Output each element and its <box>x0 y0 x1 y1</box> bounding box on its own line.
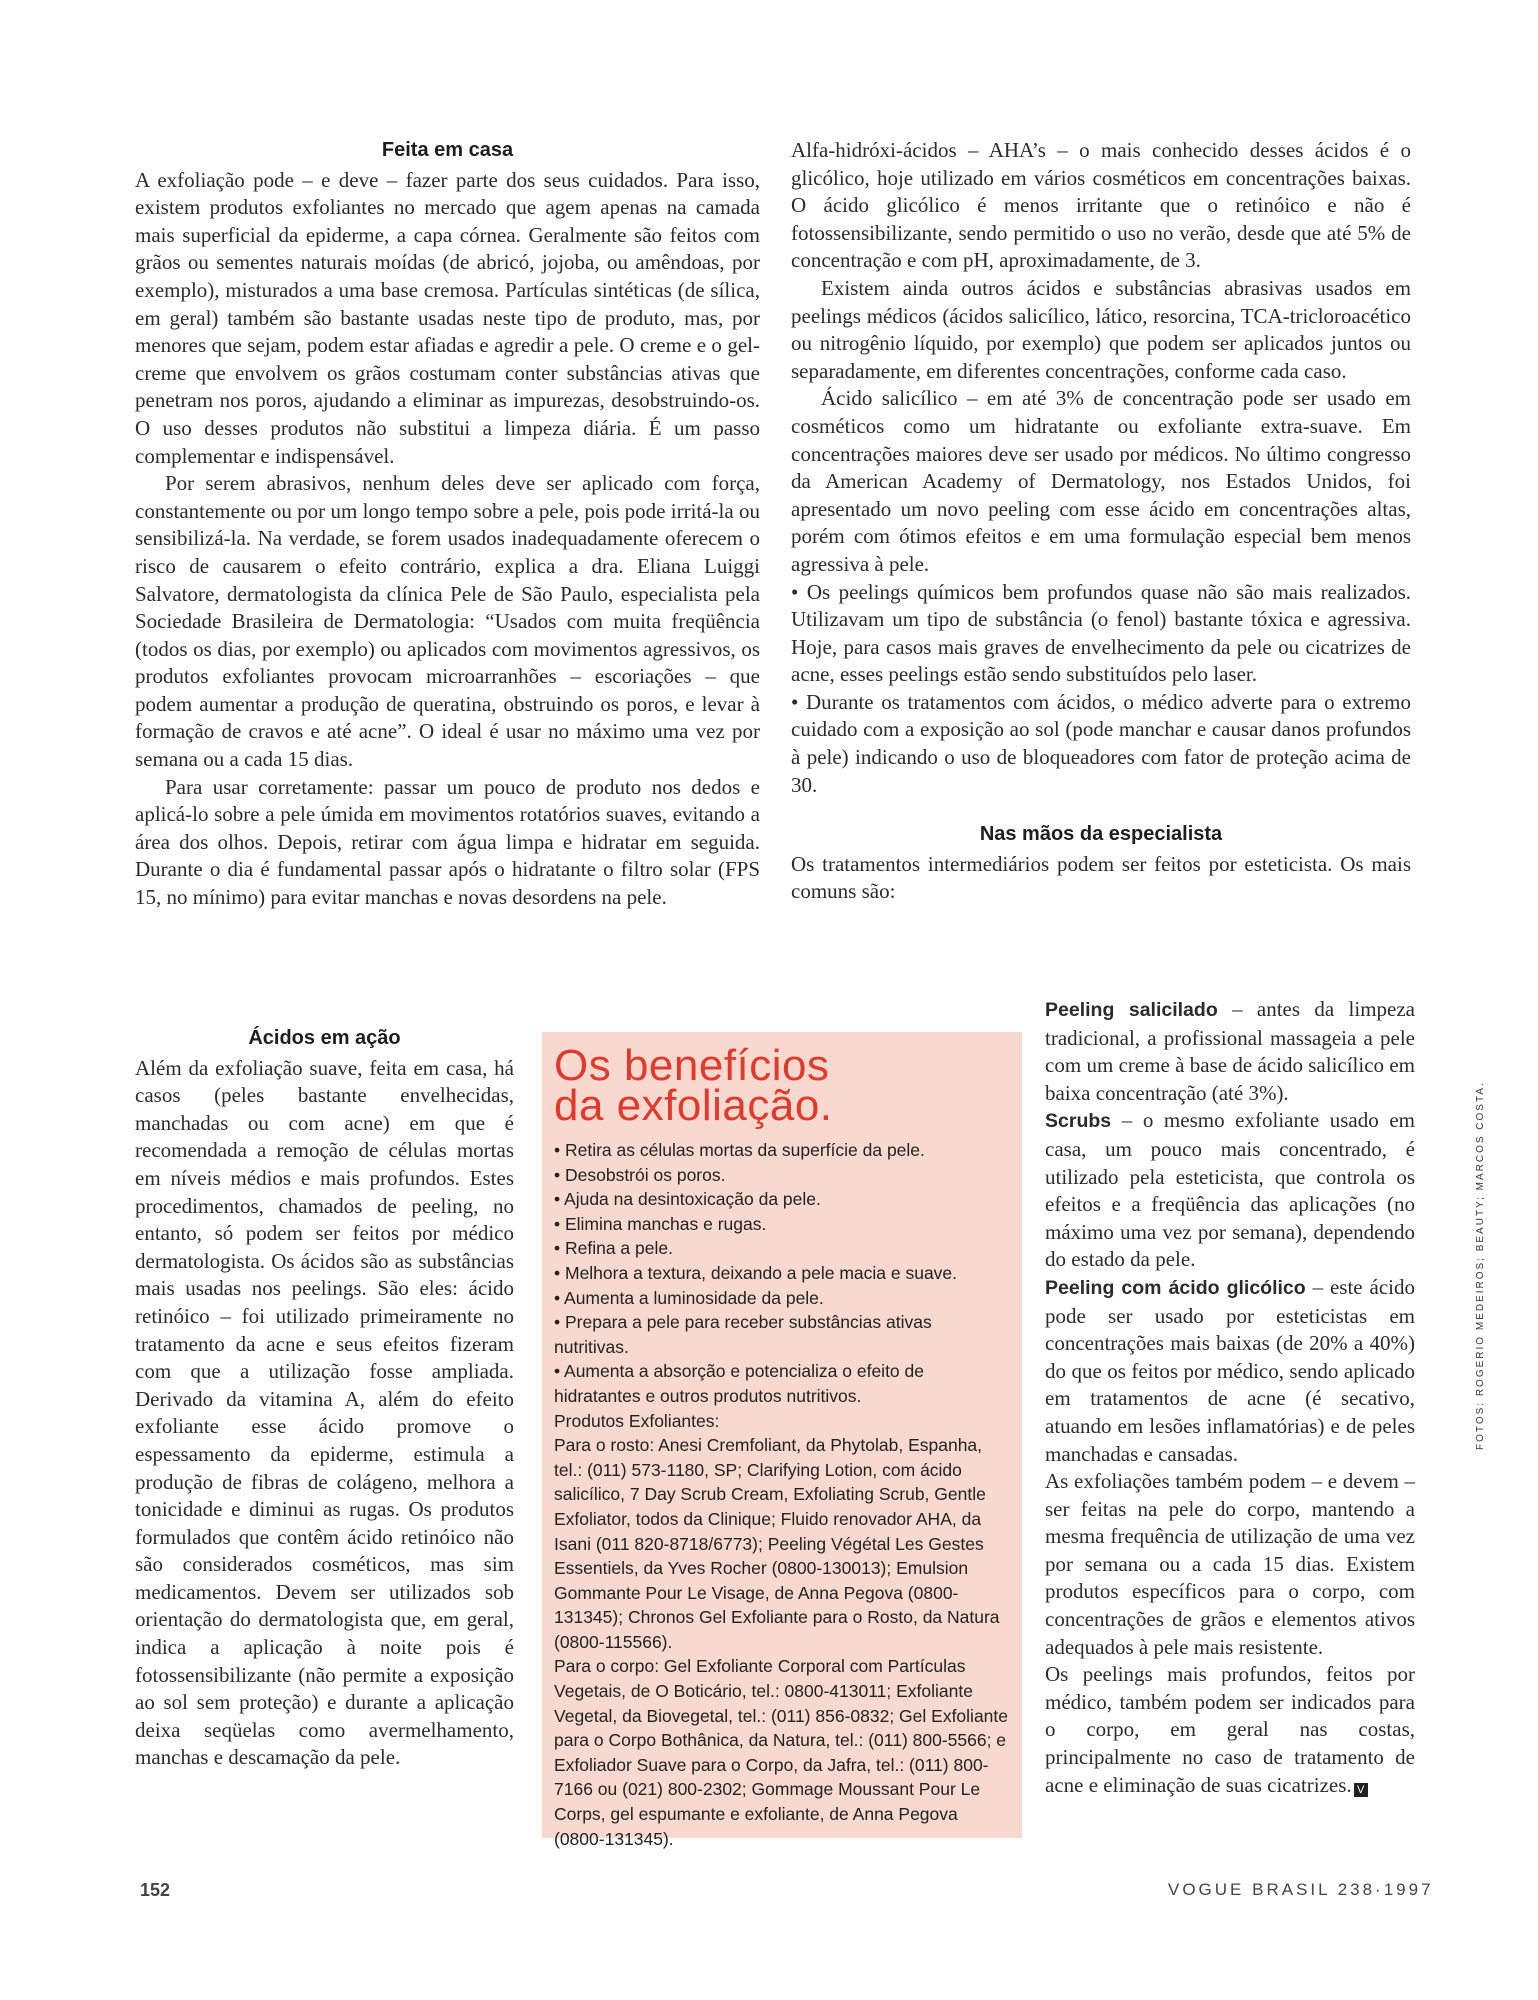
paragraph: Alfa-hidróxi-ácidos – AHA’s – o mais conhecido desses ácidos é o glicólico, hoje utilizado em vários cosméticos em concentrações baixas. O ácido glicólico é menos irritante que o retinóico e não é fotossensibilizante, sendo permitido o uso no verão, desde que até 5% de concentração e com pH, aproximadamente, de 3. <box>791 138 1411 273</box>
treatment-item <box>1045 996 1415 1107</box>
benefit-item: • Ajuda na desintoxicação da pele. <box>554 1189 821 1210</box>
bullet-paragraph: • Durante os tratamentos com ácidos, o médico adverte para o extremo cuidado com a exposição ao sol (pode manchar e causar danos profundos à pele) indicando o uso de bloqueadores com fator de proteção acima de 30. <box>791 689 1411 797</box>
benefit-item: • Retira as células mortas da superfície da pele. <box>554 1140 925 1160</box>
page-number: 152 <box>140 1880 171 1900</box>
products-face: Para o rosto: Anesi Cremfoliant, da Phytolab, Espanha, tel.: (011) 573-1180, SP; Clarifying Lotion, com ácido salicílico, 7 Day Scrub Cream, Exfoliating Scrub, Gentle Exfoliator, todos da Clinique; Fluido renovador AHA, da Isani (011 820-8718/6773); Peeling Végétal Les Gestes Essentiels, da Yves Rocher (0800-130013); Emulsion Gommante Pour Le Visage, de Anna Pegova (0800-131345); Chronos Gel Exfoliante para o Rosto, da Natura (0800-115566). <box>554 1435 1000 1652</box>
products-body: Para o corpo: Gel Exfoliante Corporal com Partículas Vegetais, de O Boticário, tel.: 0800-413011; Exfoliante Vegetal, da Biovegetal, tel.: (011) 856-0832; Gel Exfoliante para o Corpo Bothânica, da Natura, tel.: (011) 800-5566; e Exfoliador Suave para o Corpo, da Jafra, tel.: (011) 800-7166 ou (021) 800-2302; Gommage Moussant Pour Le Corps, gel espumante e exfoliante, de Anna Pegova (0800-131345). <box>554 1656 1009 1849</box>
far-right-column <box>1045 996 1415 1799</box>
treatment-text: – o mesmo exfoliante usado em casa, um pouco mais concentrado, é utilizado pela esteticista, que controla os efeitos e a freqüência das aplicações (no máximo uma vez por semana), dependendo do estado da pele. <box>1045 1108 1415 1272</box>
treatment-lead: Peeling com ácido glicólico <box>1045 1276 1306 1299</box>
treatment-item <box>1045 1274 1415 1468</box>
bullet-paragraph: • Os peelings químicos bem profundos quase não são mais realizados. Utilizavam um tipo de substância (o fenol) bastante tóxica e agressiva. Hoje, para casos mais graves de envelhecimento da pele ou cicatrizes de acne, esses peelings estão sendo substituídos pelo laser. <box>791 579 1411 687</box>
paragraph: Além da exfoliação suave, feita em casa, há casos (peles bastante envelhecidas, manchadas ou com acne) em que é recomendada a remoção de células mortas em níveis médios e mais profundos. Estes procedimentos, chamados de peeling, no entanto, só podem ser feitos por médico dermatologista. Os ácidos são as substâncias mais usadas nos peelings. São eles: ácido retinóico – foi utilizado primeiramente no tratamento da acne e seus efeitos fizeram com que a utilização fosse ampliada. Derivado da vitamina A, além do efeito exfoliante esse ácido promove o espessamento da epiderme, estimula a produção de fibras de colágeno, melhora a tonicidade e diminui as rugas. Os produtos formulados que contêm ácido retinóico não são considerados cosméticos, mas sim medicamentos. Devem ser utilizados sob orientação do dermatologista que, em geral, indica a aplicação à noite pois é fotossensibilizante (não permite a exposição ao sol sem proteção) e durante a aplicação deixa seqüelas como avermelhamento, manchas e descamação da pele. <box>135 1055 514 1770</box>
heading-acidos-em-acao: Ácidos em ação <box>248 1027 401 1049</box>
benefit-item: • Desobstrói os poros. <box>554 1164 726 1185</box>
paragraph: Para usar corretamente: passar um pouco de produto nos dedos e aplicá-lo sobre a pele úmida em movimentos rotatórios suaves, evitando a área dos olhos. Depois, retirar com água limpa e hidratar em seguida. Durante o dia é fundamental passar após o hidratante o filtro solar (FPS 15, no mínimo) para evitar manchas e novas desordens na pele. <box>135 774 760 910</box>
paragraph <box>1045 1661 1415 1799</box>
heading-feita-em-casa: Feita em casa <box>381 139 514 161</box>
box-title-line: da exfoliação. <box>554 1081 833 1130</box>
acidos-column <box>135 1025 514 1772</box>
photo-credit: FOTOS: ROGERIO MEDEIROS; BEAUTY; MARCOS COSTA. <box>1475 1081 1486 1450</box>
benefit-item: • Aumenta a luminosidade da pele. <box>554 1287 824 1308</box>
paragraph: A exfoliação pode – e deve – fazer parte dos seus cuidados. Para isso, existem produtos exfoliantes no mercado que agem apenas na camada mais superficial da epiderme, a capa córnea. Geralmente são feitos com grãos ou sementes naturais moídas (de abricó, jojoba, ou amêndoas, por exemplo), misturados a uma base cremosa. Partículas sintéticas (de sílica, em geral) também são bastante usadas neste tipo de produto, mas, por menores que sejam, podem estar afiadas e agredir a pele. O creme e o gel-creme que envolvem os grãos costumam conter substâncias ativas que penetram nos poros, ajudando a eliminar as impurezas, desobstruindo-os. O uso desses produtos não substitui a limpeza diária. É um passo complementar e indispensável. <box>135 167 760 468</box>
treatment-text: – antes da limpeza tradicional, a profissional massageia a pele com um creme à base de ácido salicílico em baixa concentração (até 3%). <box>1045 997 1415 1105</box>
products-heading: Produtos Exfoliantes: <box>554 1410 720 1431</box>
benefit-item: • Prepara a pele para receber substâncias ativas nutritivas. <box>554 1312 932 1357</box>
paragraph: Os tratamentos intermediários podem ser feitos por esteticista. Os mais comuns são: <box>791 851 1411 904</box>
treatment-lead: Scrubs <box>1045 1110 1112 1133</box>
benefits-box <box>542 1032 1022 1849</box>
right-column <box>791 137 1411 906</box>
treatment-lead: Peeling salicilado <box>1045 999 1218 1021</box>
paragraph: Por serem abrasivos, nenhum deles deve ser aplicado com força, constantemente ou por um longo tempo sobre a pele, pois pode irritá-la ou sensibilizá-la. Na verdade, se forem usados inadequadamente oferecem o risco de causarem o efeito contrário, explica a dra. Eliana Luiggi Salvatore, dermatologista da clínica Pele de São Paulo, especialista pela Sociedade Brasileira de Dermatologia: “Usados com muita freqüência (todos os dias, por exemplo) ou aplicados com movimentos agressivos, os produtos exfoliantes provocam microarranhões – escoriações – que podem aumentar a produção de queratina, obstruindo os poros, e levar à formação de cravos e até acne”. O ideal é usar no máximo uma vez por semana ou a cada 15 dias. <box>135 471 760 772</box>
heading-nas-maos: Nas mãos da especialista <box>979 823 1223 846</box>
paragraph: Ácido salicílico – em até 3% de concentração pode ser usado em cosméticos como um hidratante ou exfoliante extra-suave. Em concentrações maiores deve ser usado por médicos. No último congresso da American Academy of Dermatology, nos Estados Unidos, foi apresentado um novo peeling com esse ácido em concentrações altas, porém com ótimos efeitos e em uma formulação especial bem menos agressiva à pele. <box>791 386 1411 576</box>
left-column <box>135 137 760 912</box>
treatment-item <box>1045 1107 1415 1274</box>
paragraph: As exfoliações também podem – e devem – ser feitas na pele do corpo, mantendo a mesma frequência de utilização de uma vez por semana ou a cada 15 dias. Existem produtos específicos para o corpo, com concentrações de grãos e elementos ativos adequados à pele mais resistente. <box>1045 1469 1415 1659</box>
benefit-item: • Aumenta a absorção e potencializa o efeito de hidratantes e outros produtos nutritivos. <box>554 1361 924 1406</box>
box-title <box>554 1041 1010 1130</box>
treatment-text: – este ácido pode ser usado por esteticistas em concentrações mais baixas (de 20% a 40%) do que os feitos por médico, sendo aplicado em tratamentos de acne (é secativo, atuando em lesões inflamatórias) e de peles manchadas e cansadas. <box>1045 1274 1416 1466</box>
benefit-item: • Melhora a textura, deixando a pele macia e suave. <box>554 1262 958 1283</box>
end-mark-icon: V <box>1354 1783 1368 1797</box>
box-body <box>554 1138 1010 1851</box>
paragraph-text: Os peelings mais profundos, feitos por médico, também podem ser indicados para o corpo, em geral nas costas, principalmente no caso de tratamento de acne e eliminação de suas cicatrizes. <box>1045 1662 1415 1797</box>
paragraph: Existem ainda outros ácidos e substâncias abrasivas usados em peelings médicos (ácidos salicílico, lático, resorcina, TCA-tricloroacético ou nitrogênio líquido, por exemplo) que podem ser aplicados juntos ou separadamente, em diferentes concentrações, conforme cada caso. <box>791 275 1411 383</box>
box-title-line: Os benefícios <box>554 1041 830 1090</box>
benefit-item: • Elimina manchas e rugas. <box>554 1213 767 1234</box>
benefit-item: • Refina a pele. <box>554 1238 673 1259</box>
magazine-footer: VOGUE BRASIL 238·1997 <box>1168 1880 1434 1899</box>
